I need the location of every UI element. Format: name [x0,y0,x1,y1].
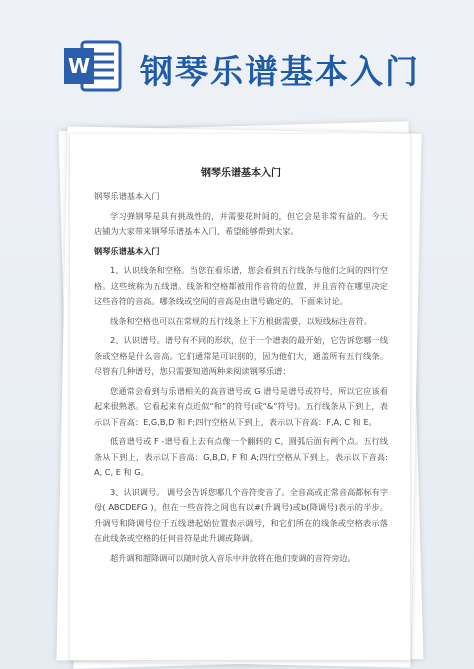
paragraph: 学习弹钢琴是具有挑战性的，并需要花时间的，但它会是非常有益的。今天店铺为大家带来钢琴乐谱基本入门，希望能够帮到大家。 [94,210,388,236]
paragraph: 线条和空格也可以在常规的五行线条上下方根据需要，以短线标注音符。 [110,315,373,326]
document-page [70,134,410,660]
document-header [0,0,474,120]
svg-text:W: W [67,54,91,78]
paragraph: 1、认识线条和空格。当您在看乐谱，您会看到五行线条与他们之间的四行空格。这些统称为五线谱。线条和空格都被用作音符的位置，并且音符在哪里决定这些音符的音高。哪条线或空间的音高是由谱号确定的，下面来讨论。 [94,265,388,306]
paragraph: 钢琴乐谱基本入门 [94,245,160,256]
page-body [94,189,388,566]
paragraph: 超升调和超降调可以随时放入音乐中并放将在他们变调的音符旁边。 [110,552,356,563]
paragraph: 3、认识调号。 调号会告诉您哪几个音符变音了。全音高或正常音高都标有字母( ABCDEFG )，但在一些音符之间也有以#(升调号)或b(降调号)表示的半步。升调号和降调号位于五线谱起始位置表示调号，和它们所在的线条或空格表示落在此线条或空格的任何音符是此升调或降调。 [94,486,389,543]
paragraph: 您通常会看到与乐谱相关的高音谱号或 G 谱号是谱号或符号，所以它应该看起来很熟悉。它看起来有点近似“和”的符号(或“&”符号)。五行线条从下到上，表示以下音高：E,G,B,D 和 F;四行空格从下到上，表示以下音高：F,A, C 和 E。 [94,385,388,427]
paragraph: 2、认识谱号。谱号有不同的形状，位于一个谱表的最开始，它告诉您哪一线条或空格是什么音高。它们通常是可识别的，因为他们大，通盖所有五行线条。尽管有几种谱号，您只需要知道两种来阅读钢琴乐谱： [94,335,388,376]
document-preview[interactable] [58,126,422,664]
page-heading: 钢琴乐谱基本入门 [201,168,281,179]
paragraph: 钢琴乐谱基本入门 [94,191,160,201]
document-title: 钢琴乐谱基本入门 [140,52,420,91]
paragraph: 低音谱号或 F -谱号看上去有点像一个翻转的 C，圆弧后面有两个点。五行线条从下到上，表示以下音高：G,B,D, F 和 A;四行空格从下到上，表示以下音高: A, C, E 和 G。 [94,436,388,477]
word-document-icon [64,40,122,92]
